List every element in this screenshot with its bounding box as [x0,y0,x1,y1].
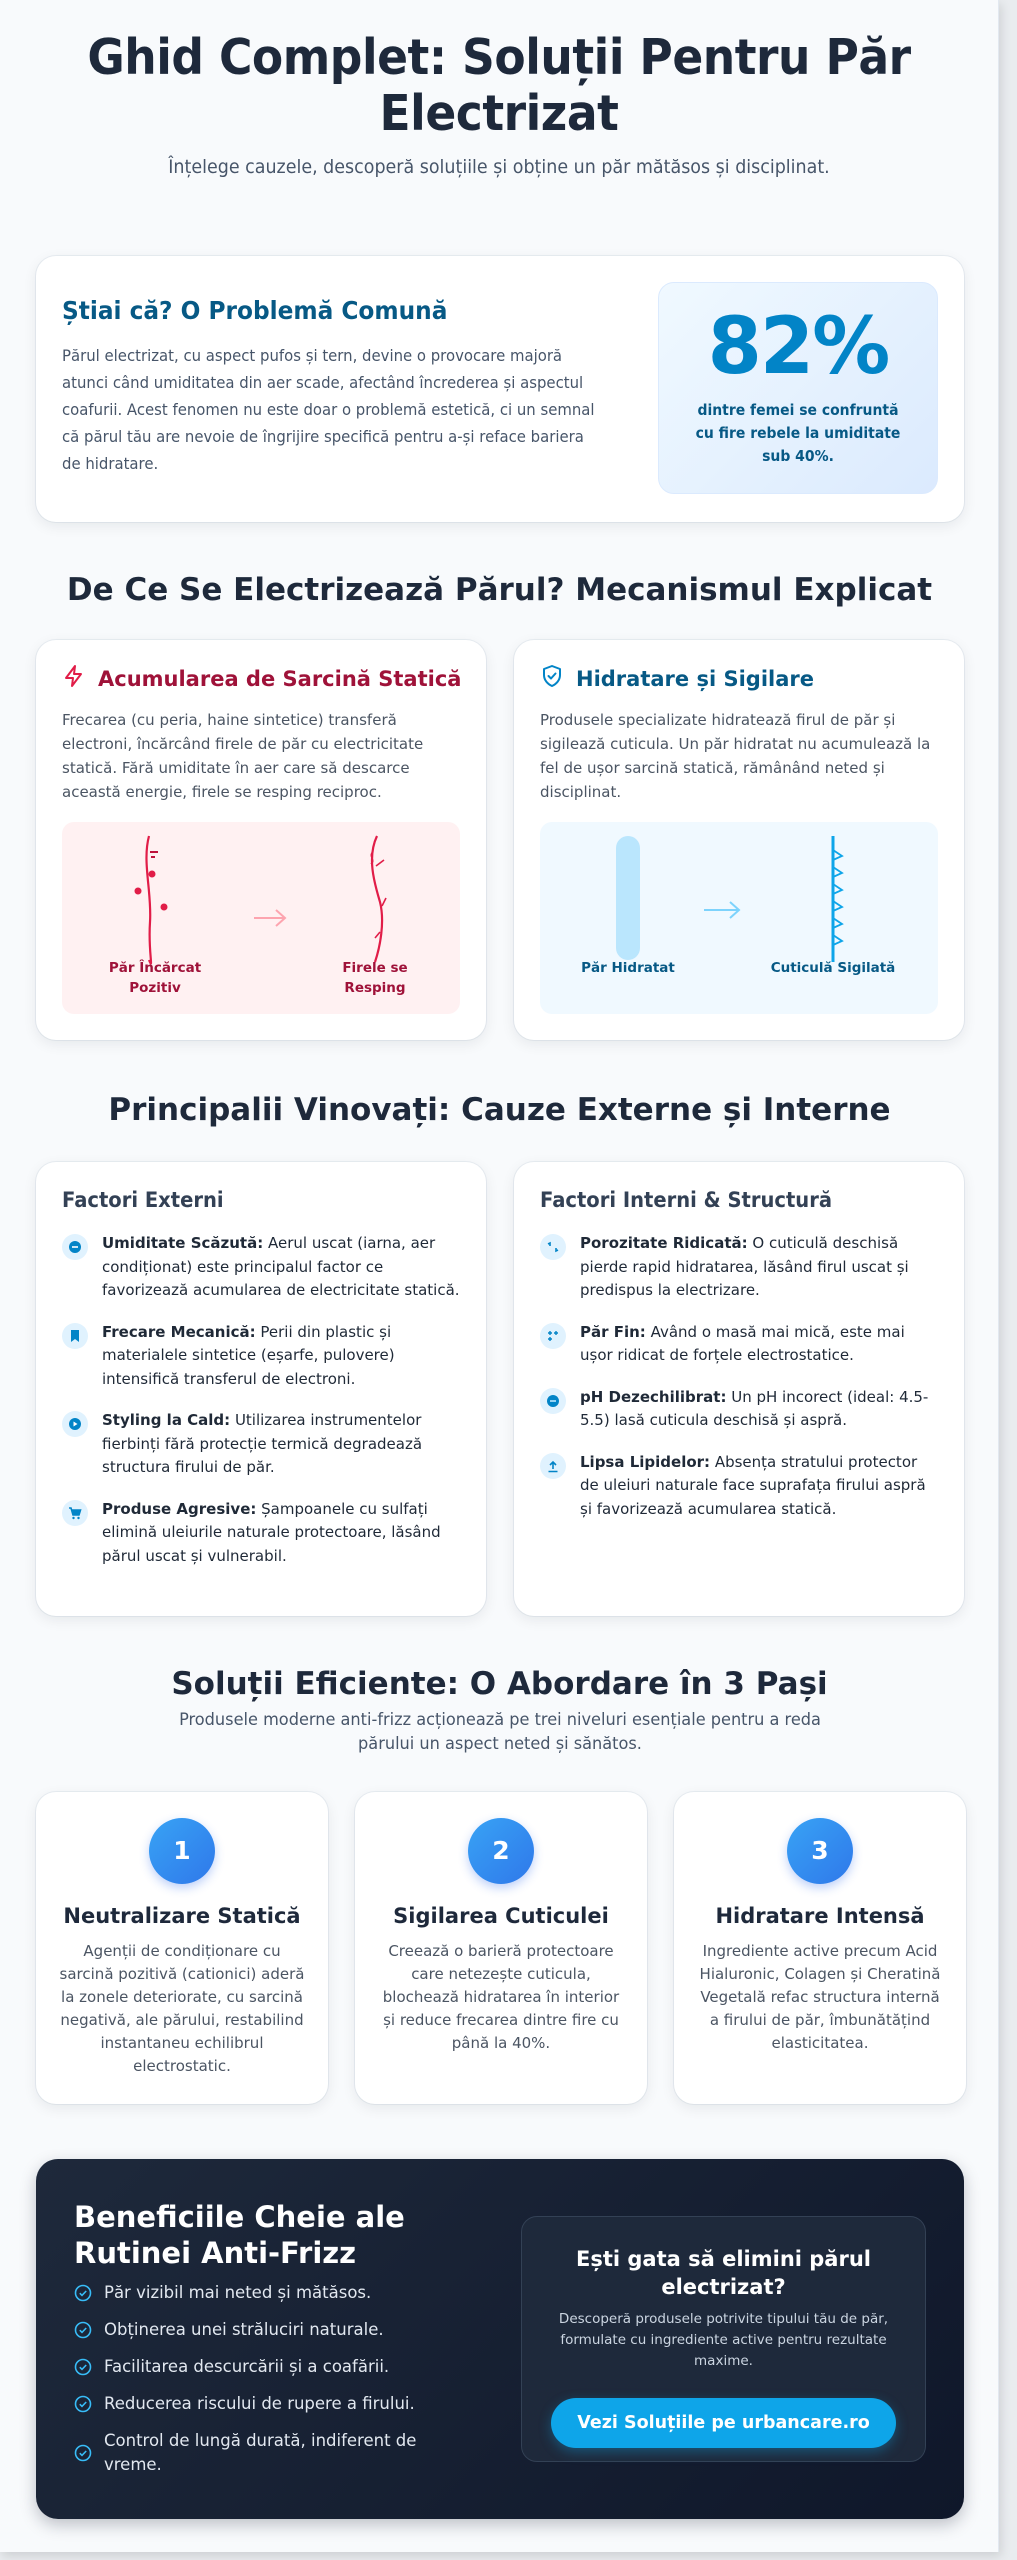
repelling-strands-label: Firele se Resping [342,960,408,996]
benefit-text: Facilitarea descurcării și a coafării. [104,2357,390,2376]
step-title: Neutralizare Statică [63,1904,301,1928]
list-item [62,1409,462,1480]
solutions-subtitle: Produsele moderne anti-frizz acționează pe trei niveluri esențiale pentru a reda părului un aspect neted și sănătos. [179,1710,821,1754]
item-text: Absența stratului protector de uleiuri naturale face suprafața firului aspră și favorizează acumularea statică. [580,1452,926,1518]
check-circle-icon [74,2444,92,2462]
item-label: Produse Agresive: [102,1499,257,1518]
mechanism-title: De Ce Se Electrizează Părul? Mecanismul Explicat [66,572,933,608]
item-text: Șampoanele cu sulfați elimină uleiurile naturale protectoare, lăsând părul uscat și vulnerabil. [102,1499,441,1565]
page-subtitle: Înțelege cauzele, descoperă soluțiile și obține un păr mătăsos și disciplinat. [168,156,830,178]
benefit-item [74,2355,474,2379]
stat-value: 82% [707,302,889,392]
hydration-header [540,664,814,693]
step-body: Ingrediente active precum Acid Hialuronic, Colagen și Cheratină Vegetală refac structura internă a firului de păr, îmbunătățind elasticitatea. [699,1942,941,2052]
intro-title: Știai că? O Problemă Comună [62,296,448,325]
cta-box [521,2216,926,2462]
step-number: 2 [468,1818,534,1884]
upload-icon [540,1453,566,1479]
benefits-list [74,2281,474,2490]
page-title: Ghid Complet: Soluții Pentru Păr Electrizat [87,29,911,142]
expand-icon [540,1234,566,1260]
item-text: Un pH incorect (ideal: 4.5-5.5) lasă cuticula deschisă și aspră. [580,1387,929,1429]
benefits-section [36,2159,964,2519]
list-item [540,1321,940,1368]
hydrated-hair-label: Păr Hidratat [581,960,675,976]
list-item [62,1498,462,1569]
static-charge-card [36,640,486,1040]
benefit-text: Păr vizibil mai neted și mătăsos. [104,2283,372,2302]
internal-factors-card [514,1162,964,1616]
hydration-body: Produsele specializate hidratează firul de păr și sigilează cuticula. Un păr hidratat nu acumulează la fel de ușor sarcină statică, rămânând neted și disciplinat. [540,711,931,801]
benefit-text: Control de lungă durată, indiferent de vreme. [104,2431,417,2474]
static-charge-header [62,664,461,693]
item-label: Lipsa Lipidelor: [580,1452,711,1471]
benefit-text: Reducerea riscului de rupere a firului. [104,2394,415,2413]
intro-card [36,256,964,522]
check-circle-icon [74,2321,92,2339]
minus-circle-icon [62,1234,88,1260]
view-solutions-button[interactable]: Vezi Soluțiile pe urbancare.ro [551,2398,896,2448]
benefit-text: Obținerea unei străluciri naturale. [104,2320,384,2339]
external-factors-card [36,1162,486,1616]
step-number: 1 [149,1818,215,1884]
causes-title: Principalii Vinovați: Cauze Externe și Interne [108,1092,891,1128]
step-title: Hidratare Intensă [715,1904,925,1928]
step-card-2 [355,1792,647,2104]
step-card-1 [36,1792,328,2104]
external-factors-title: Factori Externi [62,1188,224,1212]
benefit-item [74,2392,474,2416]
sealed-cuticle-illustration [540,822,938,1014]
bookmark-icon [62,1323,88,1349]
item-text: Perii din plastic și materialele sintetice (eșarfe, pulovere) intensifică transferul de electroni. [102,1322,395,1388]
hero [0,0,998,181]
item-text: Având o masă mai mică, este mai ușor ridicat de forțele electrostatice. [580,1322,905,1364]
sealed-cuticle-label: Cuticulă Sigilată [770,960,896,976]
external-factors-list [62,1232,462,1586]
shield-check-icon [540,664,564,693]
stat-caption: dintre femei se confruntă cu fire rebele la umiditate sub 40%. [695,401,901,465]
internal-factors-title: Factori Interni & Structură [540,1188,833,1212]
item-label: Styling la Cald: [102,1411,231,1429]
check-circle-icon [74,2284,92,2302]
item-text: Aerul uscat (iarna, aer condiționat) este principalul factor ce favorizează acumularea de electricitate statică. [102,1234,460,1299]
benefit-item [74,2281,474,2305]
list-item [540,1232,940,1303]
play-circle-icon [62,1411,88,1437]
list-item [62,1232,462,1303]
item-text: Utilizarea instrumentelor fierbinți fără protecție termică degradează structura firului de păr. [102,1411,423,1476]
stat-box [658,282,938,494]
benefit-item [74,2318,474,2342]
item-label: Păr Fin: [580,1322,646,1341]
intro-body: Părul electrizat, cu aspect pufos și tern, devine o provocare majoră atunci când umiditatea din aer scade, afectând încrederea și aspectul coafurii. Acest fenomen nu este doar o problemă estetică, ci un semnal că părul tău are nevoie de îngrijire specifică pentru a-și reface bariera de hidratare. [62,346,595,473]
static-charge-diagram [62,822,460,1014]
hydration-card [514,640,964,1040]
hydration-title: Hidratare și Sigilare [576,666,814,691]
solutions-title: Soluții Eficiente: O Abordare în 3 Pași [171,1666,828,1702]
item-label: pH Dezechilibrat: [580,1387,727,1406]
step-body: Agenții de condiționare cu sarcină pozitivă (cationici) aderă la zonele deteriorate, cu sarcină negativă, ale părului, restabilind instantaneu echilibrul electrostatic. [59,1942,305,2075]
item-label: Porozitate Ridicată: [580,1234,748,1252]
hydration-diagram [540,822,938,1014]
list-item [540,1386,940,1433]
item-label: Umiditate Scăzută: [102,1234,264,1252]
check-circle-icon [74,2358,92,2376]
item-text: O cuticulă deschisă pierde rapid hidratarea, lăsând firul uscat și predispus la electrizare. [580,1234,909,1299]
step-card-3 [674,1792,966,2104]
list-item [62,1321,462,1392]
step-number: 3 [787,1818,853,1884]
static-charge-body: Frecarea (cu peria, haine sintetice) transferă electroni, încărcând firele de păr cu electricitate statică. Fără umiditate în aer care să descarce această energie, firele se resping reciproc. [62,711,424,801]
lightning-icon [62,664,86,693]
step-title: Sigilarea Cuticulei [393,1904,609,1928]
check-circle-icon [74,2395,92,2413]
minus-circle-icon [540,1388,566,1414]
benefit-item [74,2429,474,2477]
list-item [540,1451,940,1522]
item-label: Frecare Mecanică: [102,1322,256,1341]
internal-factors-list [540,1232,940,1539]
step-body: Creează o barieră protectoare care netezește cuticula, blochează hidratarea în interior și reduce frecarea dintre fire cu până la 40%. [382,1942,620,2052]
sparkle-icon [540,1323,566,1349]
benefits-title: Beneficiile Cheie ale Rutinei Anti-Frizz [74,2200,405,2270]
charged-hair-label: Păr Încărcat Pozitiv [108,960,202,996]
cta-title: Ești gata să elimini părul electrizat? [576,2247,871,2299]
static-charge-title: Acumularea de Sarcină Statică [98,666,462,691]
cta-body: Descoperă produsele potrivite tipului tău de păr, formulate cu ingrediente active pentru rezultate maxime. [558,2311,889,2369]
cart-icon [62,1500,88,1526]
